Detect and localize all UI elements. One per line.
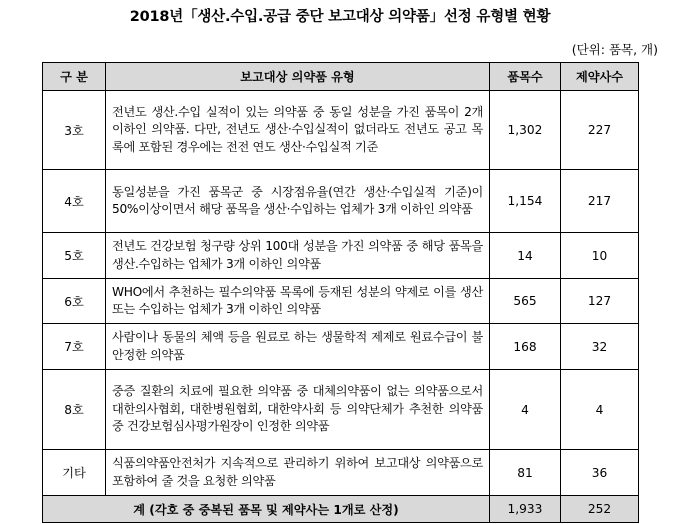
row-type: 기타 <box>43 450 106 496</box>
row-description: 식품의약품안전처가 지속적으로 관리하기 위하여 보고대상 의약품으로 포함하여 줄 것을 요청한 의약품 <box>106 450 490 496</box>
header-items: 품목수 <box>490 63 561 91</box>
header-type: 구 분 <box>43 63 106 91</box>
total-label: 계 (각호 중 중복된 품목 및 제약사는 1개로 산정) <box>43 496 490 523</box>
row-type: 8호 <box>43 370 106 450</box>
row-items: 4 <box>490 370 561 450</box>
table-row <box>43 450 639 496</box>
total-companies: 252 <box>561 496 639 523</box>
row-items: 168 <box>490 324 561 370</box>
row-companies: 10 <box>561 233 639 279</box>
table-row <box>43 279 639 324</box>
table-row <box>43 233 639 279</box>
total-items: 1,933 <box>490 496 561 523</box>
row-companies: 227 <box>561 91 639 170</box>
unit-note: (단위: 품목, 개) <box>571 42 658 57</box>
row-description: 중증 질환의 치료에 필요한 의약품 중 대체의약품이 없는 의약품으로서 대한의사협회, 대한병원협회, 대한약사회 등 의약단체가 추천한 의약품 중 건강보험심사평가원장이 인정한 의약품 <box>106 370 490 450</box>
row-description: 전년도 생산.수입 실적이 있는 의약품 중 동일 성분을 가진 품목이 2개 이하인 의약품. 다만, 전년도 생산·수입실적이 없더라도 전년도 공고 목록에 포함된 경우에는 전전 연도 생산·수입실적 기준 <box>106 91 490 170</box>
row-type: 4호 <box>43 170 106 233</box>
table-row <box>43 170 639 233</box>
row-companies: 32 <box>561 324 639 370</box>
row-type: 5호 <box>43 233 106 279</box>
row-companies: 127 <box>561 279 639 324</box>
total-row <box>43 496 639 523</box>
row-type: 7호 <box>43 324 106 370</box>
header-companies: 제약사수 <box>561 63 639 91</box>
row-description: 사람이나 동물의 체액 등을 원료로 하는 생물학적 제제로 원료수급이 불안정한 의약품 <box>106 324 490 370</box>
table-row <box>43 91 639 170</box>
row-items: 81 <box>490 450 561 496</box>
row-companies: 217 <box>561 170 639 233</box>
row-items: 565 <box>490 279 561 324</box>
report-table <box>42 62 639 523</box>
row-type: 6호 <box>43 279 106 324</box>
row-companies: 4 <box>561 370 639 450</box>
document-title: 2018년「생산.수입.공급 중단 보고대상 의약품」선정 유형별 현황 <box>129 9 551 25</box>
table-row <box>43 370 639 450</box>
table-row <box>43 324 639 370</box>
row-description: 동일성분을 가진 품목군 중 시장점유율(연간 생산·수입실적 기준)이 50%이상이면서 해당 품목을 생산·수입하는 업체가 3개 이하인 의약품 <box>106 170 490 233</box>
row-type: 3호 <box>43 91 106 170</box>
row-items: 1,154 <box>490 170 561 233</box>
row-companies: 36 <box>561 450 639 496</box>
row-description: WHO에서 추천하는 필수의약품 목록에 등재된 성분의 약제로 이를 생산 또는 수입하는 업체가 3개 이하인 의약품 <box>106 279 490 324</box>
row-items: 14 <box>490 233 561 279</box>
row-description: 전년도 건강보험 청구량 상위 100대 성분을 가진 의약품 중 해당 품목을 생산.수입하는 업체가 3개 이하인 의약품 <box>106 233 490 279</box>
header-row <box>43 63 639 91</box>
row-items: 1,302 <box>490 91 561 170</box>
header-description: 보고대상 의약품 유형 <box>106 63 490 91</box>
